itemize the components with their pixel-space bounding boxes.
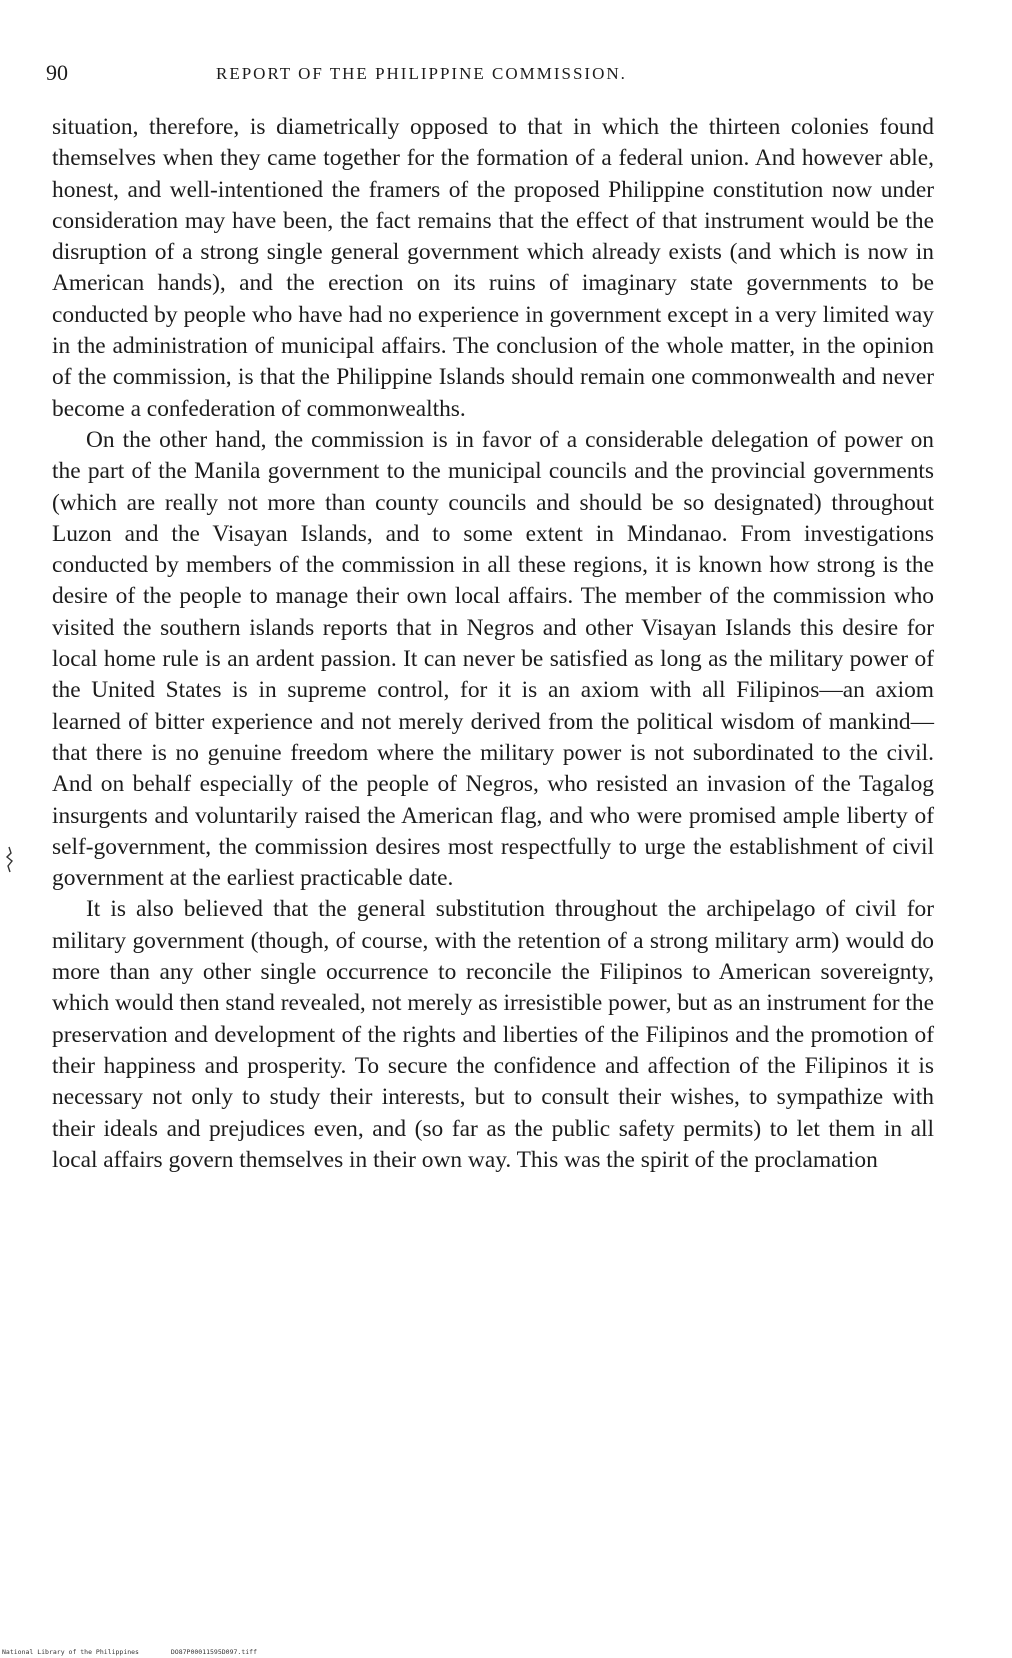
page-number: 90 — [46, 60, 68, 85]
footer-file: DO87P00011595D097.tiff — [170, 1648, 257, 1656]
paragraph-2: On the other hand, the commission is in favor of a considerable delegation of power on the part of the Manila government to the municipal councils and the provincial governments (which are really not more than county councils and should be so designated) throughout Luzon and the Visayan Islands, and to some extent in Mindanao. From investigations conducted by members of the commission in all these regions, it is known how strong is the desire of the people to manage their own local affairs. The member of the commission who visited the southern islands reports that in Negros and other Visayan Islands this desire for local home rule is an ardent passion. It can never be satisfied as long as the military power of the United States is in supreme control, for it is an axiom with all Filipinos—an axiom learned of bitter experience and not merely derived from the political wisdom of mankind—that there is no genuine freedom where the military power is not subordinated to the civil. And on behalf especially of the people of Negros, who resisted an invasion of the Tagalog insurgents and voluntarily raised the American flag, and who were promised ample liberty of self-government, the commission desires most respectfully to urge the establishment of civil government at the earliest practicable date. — [52, 426, 934, 892]
paragraph-1: situation, therefore, is diametrically opposed to that in which the thirteen colonies found themselves when they came together for the formation of a federal union. And however able, honest, and well-intentioned the framers of the proposed Philippine constitution now under consideration may have been, the fact remains that the effect of that instrument would be the disruption of a strong single general government which already exists (and which is now in American hands), and the erection on its ruins of imaginary state governments to be conducted by people who have had no experience in government except in a very limited way in the administration of municipal affairs. The conclusion of the whole matter, in the opinion of the commission, is that the Philippine Islands should remain one commonwealth and never become a confederation of commonwealths. — [52, 114, 934, 422]
footer-library: National Library of the Philippines — [2, 1648, 139, 1656]
running-head: REPORT OF THE PHILIPPINE COMMISSION. — [216, 64, 627, 83]
body-text — [52, 112, 934, 1176]
scan-footer — [2, 1648, 257, 1656]
margin-ink-mark — [4, 845, 14, 875]
page-header — [46, 60, 936, 90]
paragraph-3: It is also believed that the general substitution throughout the archipelago of civil for military government (though, of course, with the retention of a strong military arm) would do more than any other single occurrence to reconcile the Filipinos to American sovereignty, which would then stand revealed, not merely as irresistible power, but as an instrument for the preservation and development of the rights and liberties of the Filipinos and the promotion of their happiness and prosperity. To secure the confidence and affection of the Filipinos it is necessary not only to study their interests, but to consult their wishes, to sympathize with their ideals and prejudices even, and (so far as the public safety permits) to let them in all local affairs govern themselves in their own way. This was the spirit of the proclamation — [52, 896, 934, 1173]
